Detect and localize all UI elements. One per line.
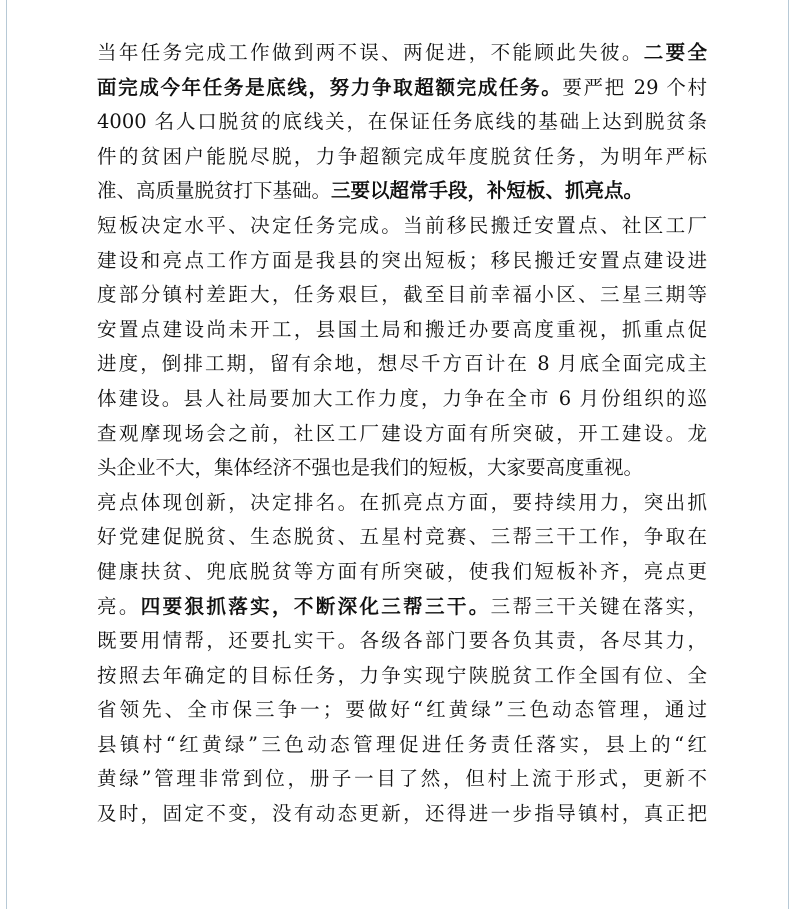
text-line — [97, 762, 707, 797]
body-text-run: 准、高质量脱贫打下基础。 — [97, 179, 332, 203]
text-line — [97, 140, 707, 175]
body-text-run: 好党建促脱贫、生态脱贫、五星村竞赛、三帮三干工作，争取在 — [97, 525, 707, 549]
text-line — [97, 382, 707, 417]
text-line — [97, 71, 707, 106]
text-line — [97, 313, 707, 348]
body-text-run: 三帮三干关键在落实， — [490, 594, 707, 618]
body-text-run: 及时，固定不变，没有动态更新，还得进一步指导镇村，真正把 — [97, 802, 707, 826]
text-line — [97, 590, 707, 625]
text-line — [97, 36, 707, 71]
body-text-run: 查观摩现场会之前，社区工厂建设方面有所突破，开工建设。龙 — [97, 421, 707, 445]
body-text — [97, 36, 707, 832]
text-line — [97, 486, 707, 521]
bold-heading-text: 面完成今年任务是底线，努力争取超额完成任务。 — [97, 75, 563, 99]
body-text-run: 省领先、全市保三争一；要做好“红黄绿”三色动态管理，通过 — [97, 698, 707, 722]
text-line — [97, 555, 707, 590]
body-text-run: 县镇村“红黄绿”三色动态管理促进任务责任落实，县上的“红 — [97, 732, 707, 756]
text-line — [97, 347, 707, 382]
text-line — [97, 659, 707, 694]
body-text-run: 头企业不大，集体经济不强也是我们的短板，大家要高度重视。 — [97, 456, 644, 480]
text-line — [97, 417, 707, 452]
text-line — [97, 244, 707, 279]
bold-heading-text: 四要狠抓落实，不断深化三帮三干。 — [140, 594, 491, 618]
text-line — [97, 797, 707, 832]
text-line — [97, 174, 707, 209]
text-line — [97, 520, 707, 555]
body-text-run: 当年任务完成工作做到两不误、两促进，不能顾此失彼。 — [97, 41, 644, 64]
body-text-run: 亮点体现创新，决定排名。在抓亮点方面，要持续用力，突出抓 — [97, 490, 707, 514]
body-text-run: 4000 名人口脱贫的底线关，在保证任务底线的基础上达到脱贫条 — [97, 110, 707, 134]
text-line — [97, 105, 707, 140]
text-line — [97, 693, 707, 728]
text-line — [97, 624, 707, 659]
body-text-run: 要严把 29 个村 — [562, 75, 707, 99]
body-text-run: 件的贫困户能脱尽脱，力争超额完成年度脱贫任务，为明年严标 — [97, 144, 707, 168]
text-line — [97, 728, 707, 763]
body-text-run: 安置点建设尚未开工，县国土局和搬迁办要高度重视，抓重点促 — [97, 317, 707, 341]
text-line — [97, 209, 707, 244]
page-border-right — [788, 0, 789, 909]
bold-heading-text: 二要全 — [643, 41, 707, 64]
body-text-run: 既要用情帮，还要扎实干。各级各部门要各负其责，各尽其力， — [97, 629, 707, 653]
text-line — [97, 278, 707, 313]
body-text-run: 亮。 — [97, 594, 141, 618]
body-text-run: 按照去年确定的目标任务，力争实现宁陕脱贫工作全国有位、全 — [97, 663, 707, 687]
body-text-run: 短板决定水平、决定任务完成。当前移民搬迁安置点、社区工厂 — [97, 213, 707, 237]
page-border-left — [6, 0, 7, 909]
text-line — [97, 451, 707, 486]
body-text-run: 体建设。县人社局要加大工作力度，力争在全市 6 月份组织的巡 — [97, 386, 707, 410]
bold-heading-text: 三要以超常手段，补短板、抓亮点。 — [331, 179, 644, 203]
body-text-run: 度部分镇村差距大，任务艰巨，截至目前幸福小区、三星三期等 — [97, 283, 707, 307]
body-text-run: 建设和亮点工作方面是我县的突出短板；移民搬迁安置点建设进 — [97, 248, 707, 272]
body-text-run: 黄绿”管理非常到位，册子一目了然，但村上流于形式，更新不 — [97, 767, 707, 791]
body-text-run: 健康扶贫、兜底脱贫等方面有所突破，使我们短板补齐，亮点更 — [97, 559, 707, 583]
body-text-run: 进度，倒排工期，留有余地，想尽千方百计在 8 月底全面完成主 — [97, 352, 707, 376]
